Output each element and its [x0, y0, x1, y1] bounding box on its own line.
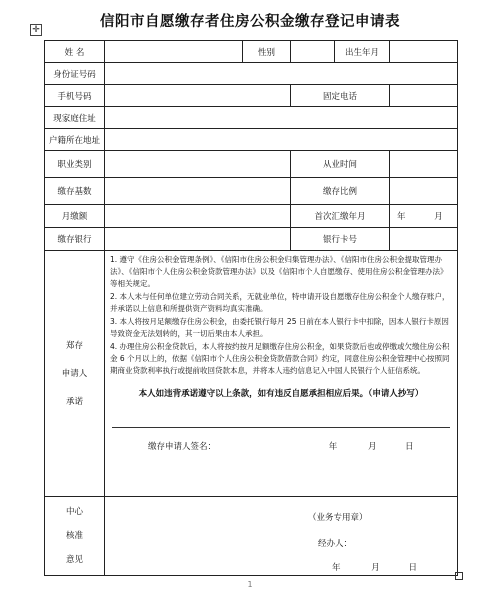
row-address: [45, 107, 458, 129]
address-label: 现家庭住址: [45, 107, 105, 129]
bank-label: 缴存银行: [45, 228, 105, 251]
center-day: 日: [408, 563, 417, 573]
center-label-1: 中心: [65, 507, 83, 517]
hukou-label: 户籍所在地址: [45, 129, 105, 151]
row-id: [45, 63, 458, 85]
row-monthly: [45, 205, 458, 228]
mobile-label: 手机号码: [45, 85, 105, 107]
ratio-label: 缴存比例: [291, 178, 390, 205]
seal-text: （业务专用章）: [308, 513, 368, 523]
promise-item-4: 4. 办理住房公积金贷款后，本人将按约按月足额缴存住房公积金，如果贷款后也或停缴或欠缴住房公积金 6 个月以上的，依据《信阳市个人住房公积金贷款借款合同》约定，同意住房公积金管理中心按照同期商业贷款利率执行或提前收回贷款本息，并将本人违约信息记入中国人民银行个人征信系统。: [110, 342, 450, 375]
promise-label-1: 郑存: [65, 340, 83, 351]
row-name: [45, 41, 458, 63]
application-form-table: [44, 40, 458, 576]
promise-label-2: 申请人: [61, 368, 88, 379]
center-month: 月: [371, 563, 380, 573]
gender-label: 性别: [243, 41, 291, 63]
work-time-label: 从业时间: [291, 151, 390, 178]
signature-day: 日: [405, 442, 414, 452]
first-month-year: 年: [397, 212, 406, 222]
row-promise: [45, 251, 458, 497]
ratio-field[interactable]: [390, 178, 458, 205]
hukou-field[interactable]: [105, 129, 458, 151]
card-label: 银行卡号: [291, 228, 390, 251]
birth-field[interactable]: [390, 41, 458, 63]
promise-items: [108, 251, 454, 377]
row-phone: [45, 85, 458, 107]
page-number: 1: [247, 580, 253, 589]
table-resize-handle-icon[interactable]: [455, 572, 463, 580]
center-year: 年: [332, 563, 341, 573]
signature-month: 月: [367, 442, 377, 452]
id-label: 身份证号码: [45, 63, 105, 85]
form-title: 信阳市自愿缴存者住房公积金缴存登记申请表: [100, 14, 400, 30]
handler-label[interactable]: 经办人：: [318, 539, 353, 549]
copy-line[interactable]: [112, 419, 450, 428]
promise-item-2: 2. 本人未与任何单位建立劳动合同关系，无就业单位，特申请开设自愿缴存住房公积金个人缴存账户，并承诺以上信息和所提供资产资料均真实准确。: [110, 292, 450, 313]
row-bank: [45, 228, 458, 251]
bank-field[interactable]: [105, 228, 291, 251]
first-month-field[interactable]: [390, 205, 458, 228]
occupation-label: 职业类别: [45, 151, 105, 178]
monthly-field[interactable]: [105, 205, 291, 228]
promise-item-3: 3. 本人将按月足额缴存住房公积金，由委托银行每月 25 日前在本人银行卡中扣除，因本人银行卡原因导致资金无法划转的，其一切后果由本人承担。: [110, 317, 449, 338]
promise-statement: 本人如违背承诺遵守以上条款，如有违反自愿承担相应后果。（申请人抄写）: [138, 389, 424, 399]
phone-field[interactable]: [390, 85, 458, 107]
promise-item-1: 1. 遵守《住房公积金管理条例》、《信阳市住房公积金归集管理办法》、《信阳市住房公积金提取管理办法》、《信阳市个人住房公积金贷款管理办法》以及《信阳市个人自愿缴存、使用住房公积金管理办法》等相关规定。: [110, 255, 448, 288]
promise-content-cell: [105, 251, 458, 497]
first-month-label: 首次汇缴年月: [291, 205, 390, 228]
name-label: 姓 名: [45, 41, 105, 63]
phone-label: 固定电话: [291, 85, 390, 107]
center-label-3: 意见: [65, 555, 83, 565]
row-hukou: [45, 129, 458, 151]
first-month-month: 月: [434, 212, 443, 222]
center-label-cell: [45, 497, 105, 576]
card-field[interactable]: [390, 228, 458, 251]
center-content-cell: [105, 497, 458, 576]
birth-label: 出生年月: [335, 41, 390, 63]
row-occupation: [45, 151, 458, 178]
row-base: [45, 178, 458, 205]
center-date-row: [108, 561, 454, 573]
promise-label-3: 承诺: [65, 396, 83, 407]
base-label: 缴存基数: [45, 178, 105, 205]
address-field[interactable]: [105, 107, 458, 129]
center-label-2: 核准: [65, 531, 83, 541]
gender-field[interactable]: [291, 41, 335, 63]
table-move-handle-icon[interactable]: ✛: [30, 24, 42, 36]
name-field[interactable]: [105, 41, 243, 63]
signature-label: 缴存申请人签名：: [148, 442, 217, 452]
promise-label-cell: [45, 251, 105, 497]
occupation-field[interactable]: [105, 151, 291, 178]
work-time-field[interactable]: [390, 151, 458, 178]
monthly-label: 月缴额: [45, 205, 105, 228]
row-center: [45, 497, 458, 576]
signature-year: 年: [328, 442, 338, 452]
signature-row: [108, 440, 454, 452]
id-field[interactable]: [105, 63, 458, 85]
base-field[interactable]: [105, 178, 291, 205]
mobile-field[interactable]: [105, 85, 291, 107]
